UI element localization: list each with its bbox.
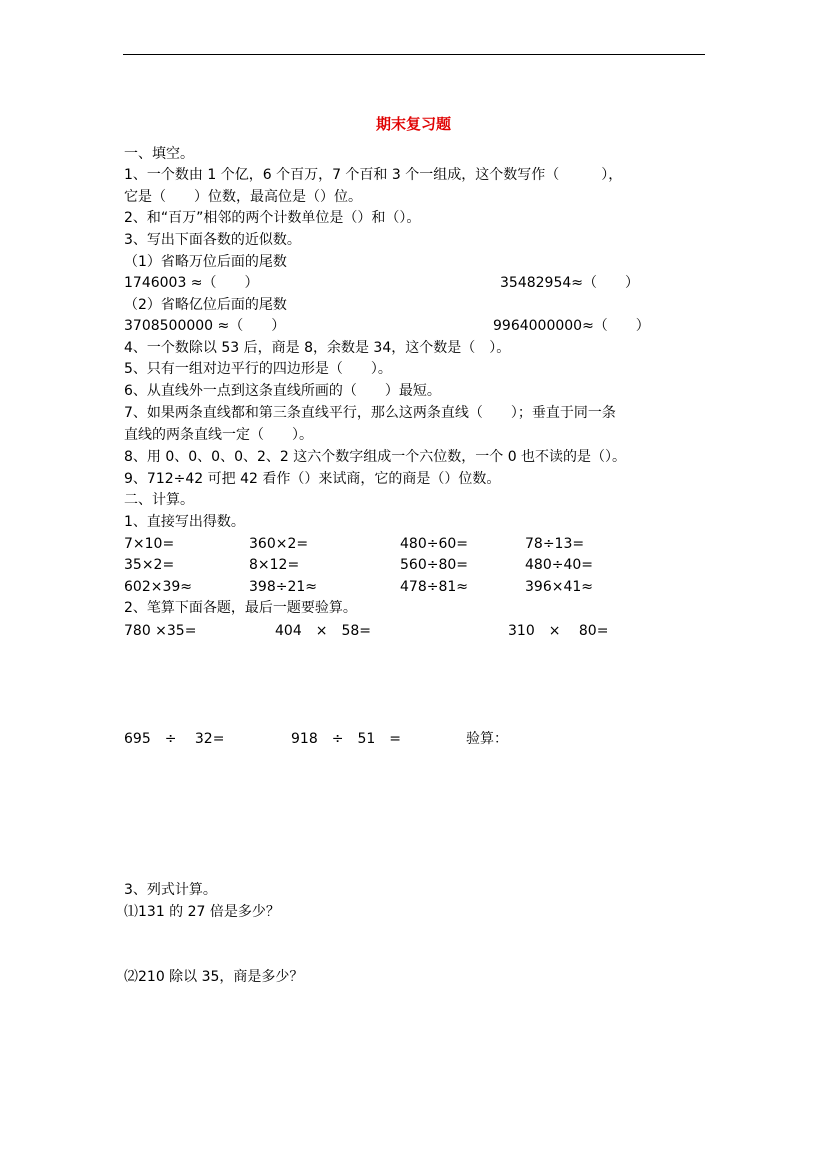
written-problem: 404 × 58= (275, 623, 371, 639)
section2-sub2: 2、笔算下面各题，最后一题要验算。 (124, 600, 357, 616)
question-9: 9、712÷42 可把 42 看作（）来试商，它的商是（）位数。 (124, 471, 501, 487)
direct-cell: 602×39≈ (124, 579, 192, 595)
question-1-line1: 1、一个数由 1 个亿，6 个百万，7 个百和 3 个一组成，这个数写作（ ）， (124, 167, 623, 183)
question-3-sub1-b: 35482954≈（ ） (500, 275, 639, 291)
question-4: 4、一个数除以 53 后，商是 8，余数是 34，这个数是（ ）。 (124, 340, 511, 356)
question-3-sub2: （2）省略亿位后面的尾数 (124, 297, 287, 313)
question-8: 8、用 0、0、0、0、2、2 这六个数字组成一个六位数，一个 0 也不读的是（）。 (124, 449, 627, 465)
direct-cell: 396×41≈ (525, 579, 593, 595)
direct-cell: 8×12= (249, 557, 300, 573)
direct-cell: 35×2= (124, 557, 175, 573)
page-title: 期末复习题 (375, 115, 451, 133)
verification-label: 验算： (466, 731, 508, 747)
direct-cell: 398÷21≈ (249, 579, 317, 595)
word-problem-2: ⑵210 除以 35，商是多少？ (124, 969, 304, 985)
question-3-sub2-a: 3708500000 ≈（ ） (124, 318, 286, 334)
direct-cell: 560÷80= (400, 557, 468, 573)
question-5: 5、只有一组对边平行的四边形是（ ）。 (124, 361, 392, 377)
written-problem: 780 ×35= (124, 623, 197, 639)
question-3-sub1-a: 1746003 ≈（ ） (124, 275, 259, 291)
direct-cell: 480÷40= (525, 557, 593, 573)
question-6: 6、从直线外一点到这条直线所画的（ ）最短。 (124, 383, 441, 399)
section2-sub3: 3、列式计算。 (124, 882, 217, 898)
question-7-line1: 7、如果两条直线都和第三条直线平行，那么这两条直线（ ）；垂直于同一条 (124, 405, 616, 421)
question-1-line2: 它是（ ）位数，最高位是（）位。 (124, 189, 362, 205)
written-problem: 310 × 80= (508, 623, 609, 639)
question-3-sub2-b: 9964000000≈（ ） (493, 318, 650, 334)
direct-cell: 78÷13= (525, 536, 585, 552)
direct-cell: 360×2= (249, 536, 309, 552)
question-3-sub1: （1）省略万位后面的尾数 (124, 254, 287, 270)
question-7-line2: 直线的两条直线一定（ ）。 (124, 427, 313, 443)
section2-sub1: 1、直接写出得数。 (124, 514, 245, 530)
direct-cell: 7×10= (124, 536, 175, 552)
section2-heading: 二、计算。 (124, 492, 194, 508)
word-problem-1: ⑴131 的 27 倍是多少？ (124, 904, 280, 920)
direct-cell: 480÷60= (400, 536, 468, 552)
question-2: 2、和“百万”相邻的两个计数单位是（）和（）。 (124, 210, 421, 226)
section1-heading: 一、填空。 (124, 146, 194, 162)
header-rule (123, 54, 705, 55)
written-problem: 918 ÷ 51 = (291, 731, 401, 747)
question-3: 3、写出下面各数的近似数。 (124, 232, 301, 248)
direct-cell: 478÷81≈ (400, 579, 468, 595)
written-problem: 695 ÷ 32= (124, 731, 225, 747)
